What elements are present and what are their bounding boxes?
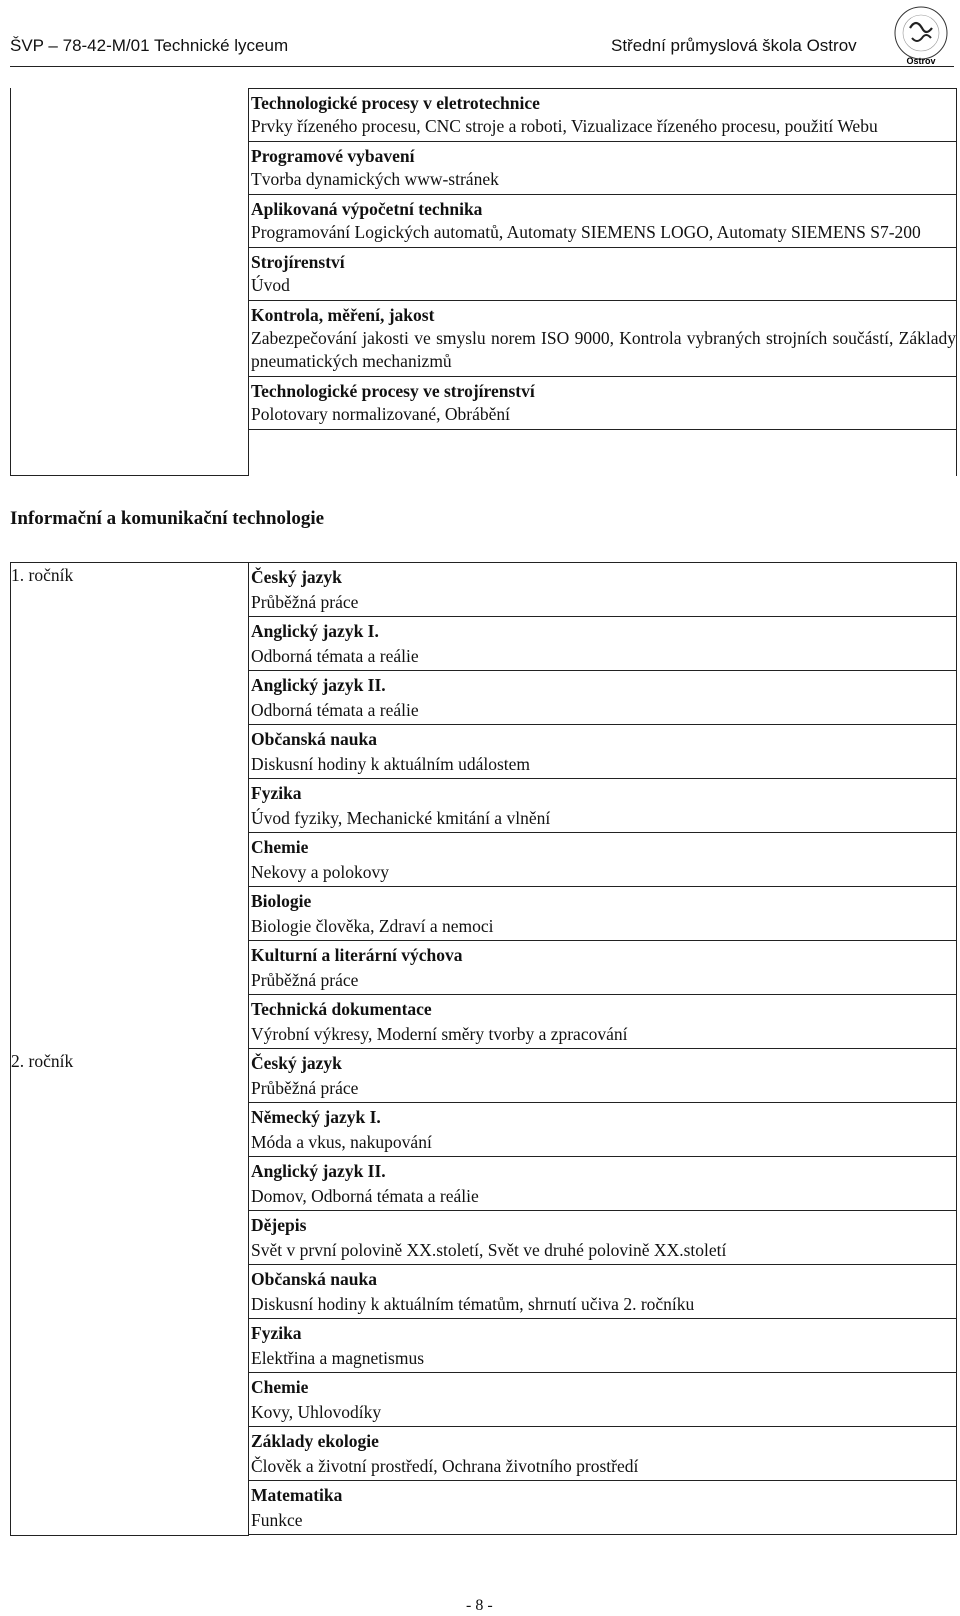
subject-title: Chemie [251, 1377, 309, 1397]
subject-entry [249, 833, 956, 887]
ict-subjects-table [10, 562, 957, 1536]
subject-title: Dějepis [251, 1215, 307, 1235]
subject-title: Anglický jazyk I. [251, 621, 379, 641]
subject-entry [249, 1157, 956, 1211]
subject-description: Biologie člověka, Zdraví a nemoci [251, 915, 494, 936]
subject-entry [249, 1319, 956, 1373]
subject-description: Kovy, Uhlovodíky [251, 1401, 382, 1422]
subject-title: Technologické procesy ve strojírenství [251, 381, 535, 401]
subject-entry [249, 88, 956, 141]
subject-entry [249, 1211, 956, 1265]
year-label: 1. ročník [11, 563, 249, 1050]
subject-title: Technická dokumentace [251, 999, 432, 1019]
header-program-title: ŠVP – 78-42-M/01 Technické lyceum [10, 36, 289, 55]
year-label: 2. ročník [11, 1049, 249, 1535]
subject-title: Technologické procesy v eletrotechnice [251, 93, 540, 113]
subject-entry [249, 617, 956, 671]
subject-entry [249, 941, 956, 995]
subject-title: Německý jazyk I. [251, 1107, 381, 1127]
subject-title: Chemie [251, 837, 309, 857]
header-rule [10, 66, 954, 67]
subject-entry [249, 671, 956, 725]
subject-description: Móda a vkus, nakupování [251, 1131, 432, 1152]
subject-entry [249, 1265, 956, 1319]
subject-description: Prvky řízeného procesu, CNC stroje a roboti, Vizualizace řízeného procesu, použití Webu [251, 116, 878, 136]
subject-description: Průběžná práce [251, 1077, 359, 1098]
subject-title: Fyzika [251, 783, 302, 803]
subject-description: Úvod fyziky, Mechanické kmitání a vlnění [251, 807, 551, 828]
subject-description: Průběžná práce [251, 591, 359, 612]
subject-entry [249, 376, 956, 430]
header-school-name: Střední průmyslová škola Ostrov [611, 36, 857, 55]
subject-description: Úvod [251, 275, 290, 295]
subject-description: Elektřina a magnetismus [251, 1347, 425, 1368]
subject-entry [249, 141, 956, 194]
subject-entry [249, 1049, 956, 1103]
subject-description: Domov, Odborná témata a reálie [251, 1185, 479, 1206]
subject-entry [249, 995, 956, 1049]
subject-title: Občanská nauka [251, 729, 377, 749]
page-header [0, 0, 960, 64]
subject-entry [249, 725, 956, 779]
subjects-cell [249, 1049, 957, 1535]
subject-title: Biologie [251, 891, 312, 911]
subject-description: Člověk a životní prostředí, Ochrana životního prostředí [251, 1455, 639, 1476]
subject-description: Diskusní hodiny k aktuálním tématům, shrnutí učiva 2. ročníku [251, 1293, 695, 1314]
subject-title: Anglický jazyk II. [251, 675, 386, 695]
subject-description: Výrobní výkresy, Moderní směry tvorby a zpracování [251, 1023, 628, 1044]
subject-title: Kontrola, měření, jakost [251, 305, 435, 325]
subject-title: Anglický jazyk II. [251, 1161, 386, 1181]
subject-title: Programové vybavení [251, 146, 415, 166]
logo-text: Ostrov [906, 56, 936, 66]
subjects-cell [249, 563, 957, 1050]
subject-description: Nekovy a polokovy [251, 861, 390, 882]
subject-title: Kulturní a literární výchova [251, 945, 463, 965]
subject-title: Fyzika [251, 1323, 302, 1343]
subject-entry [249, 887, 956, 941]
subject-title: Základy ekologie [251, 1431, 379, 1451]
subject-entry [249, 1373, 956, 1427]
page-number: - 8 - [466, 1597, 493, 1614]
subject-entry [249, 1427, 956, 1481]
subject-entry [249, 247, 956, 300]
subject-description: Odborná témata a reálie [251, 645, 419, 666]
subject-entry [249, 1103, 956, 1157]
subject-entry [249, 300, 956, 376]
subject-description: Tvorba dynamických www-stránek [251, 169, 499, 189]
subject-description: Diskusní hodiny k aktuálním událostem [251, 753, 531, 774]
subject-description: Odborná témata a reálie [251, 699, 419, 720]
subject-title: Český jazyk [251, 567, 342, 587]
subject-entry [249, 563, 956, 617]
subject-description: Průběžná práce [251, 969, 359, 990]
subject-entry [249, 779, 956, 833]
school-logo-icon [888, 2, 954, 68]
subject-title: Aplikovaná výpočetní technika [251, 199, 483, 219]
subject-description: Funkce [251, 1509, 303, 1530]
subject-title: Strojírenství [251, 252, 345, 272]
subject-entry [249, 194, 956, 247]
subject-entry [249, 1481, 956, 1535]
subject-description: Polotovary normalizované, Obrábění [251, 404, 511, 424]
subject-title: Občanská nauka [251, 1269, 377, 1289]
subject-description: Svět v první polovině XX.století, Svět ve druhé polovině XX.století [251, 1239, 727, 1260]
subjects-table-continued [10, 88, 957, 476]
section-title: Informační a komunikační technologie [10, 508, 325, 529]
subjects-cell [249, 88, 957, 476]
subject-title: Český jazyk [251, 1053, 342, 1073]
subject-description: Zabezpečování jakosti ve smyslu norem ISO 9000, Kontrola vybraných strojních součástí, Základy pneumatických mechanizmů [251, 328, 956, 371]
subject-description: Programování Logických automatů, Automaty SIEMENS LOGO, Automaty SIEMENS S7-200 [251, 222, 921, 242]
subject-title: Matematika [251, 1485, 343, 1505]
year-cell-empty [11, 88, 249, 476]
